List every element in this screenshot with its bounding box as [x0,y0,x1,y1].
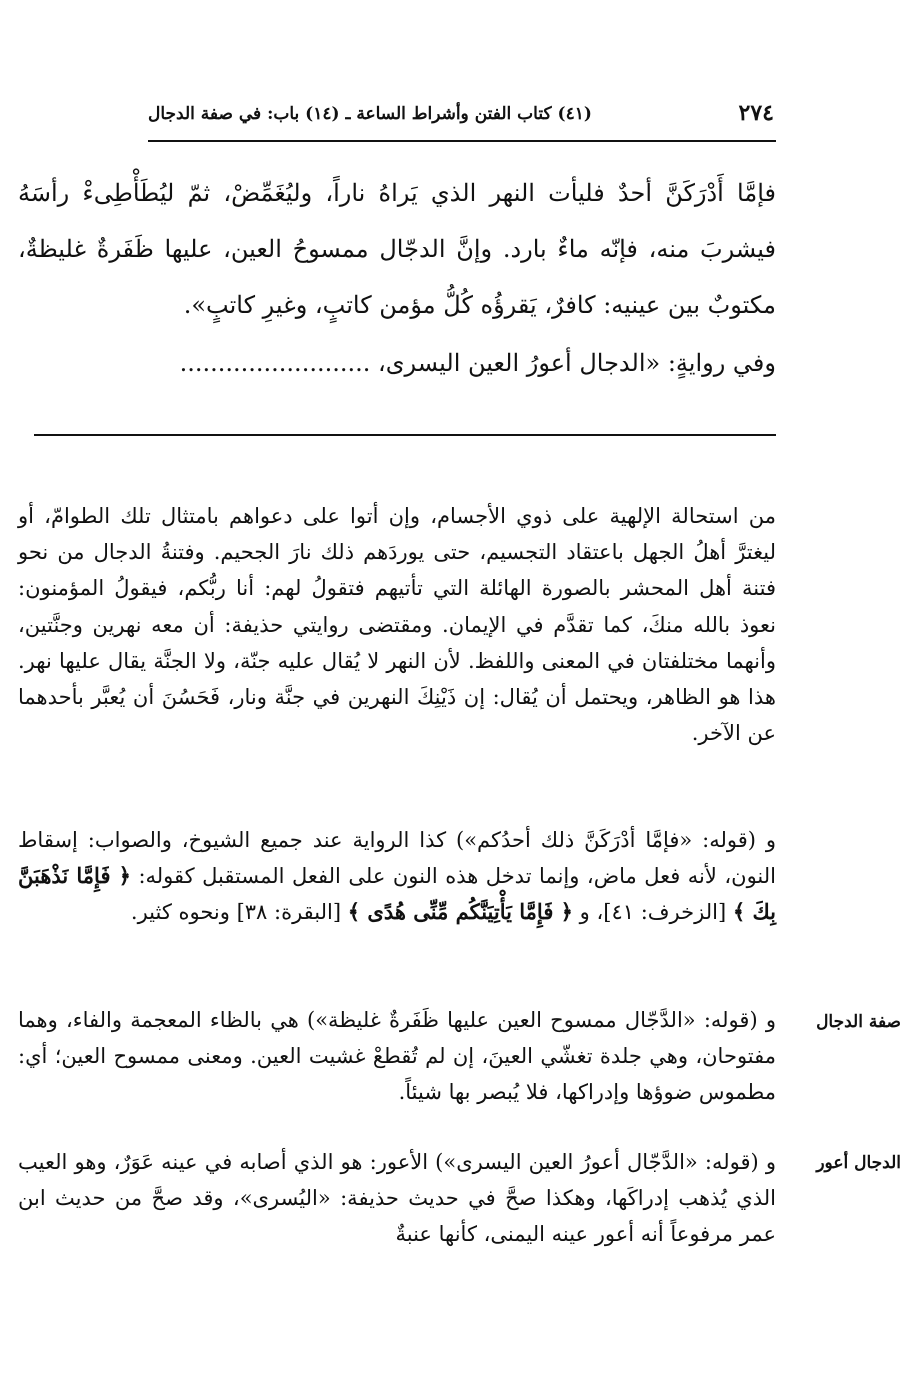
commentary-paragraph-2-text: و (قوله: «فإمَّا أدْرَكَنَّ ذلك أحدُكم») كذا الرواية عند جميع الشيوخ، والصواب: إسقاط النون، لأنه فعل ماض، وإنما تدخل هذه النون على الفعل المستقبل كقوله: [18,828,777,889]
quran-reference-2: [البقرة: ٣٨] ونحوه كثير. [130,900,342,925]
running-header [148,100,776,140]
section-divider [34,434,776,436]
commentary-paragraph-3: و (قوله: «الدَّجّال ممسوح العين عليها ظَفَرةٌ غليظة») هي بالظاء المعجمة والفاء، وهما مفتوحان، وهي جلدة تغشّي العينَ، إن لم تُقطعْ غشيت العين. ومعنى ممسوح العين؛ أي: مطموس ضوؤها وإدراكها، فلا يُبصر بها شيئاً. [18,1008,776,1105]
commentary-paragraph-2 [18,822,776,931]
quran-quote-2: ﴿ فَإِمَّا يَأْتِيَنَّكُم مِّنِّى هُدًى ﴾ [347,899,573,925]
page-number: ٢٧٤ [738,100,774,126]
margin-note-dajjal-description: صفة الدجال [816,1012,901,1032]
hadith-variant-text: وفي روايةٍ: «الدجال أعورُ العين اليسرى، [378,349,776,377]
hadith-text [18,165,776,333]
running-header-title: (٤١) كتاب الفتن وأشراط الساعة ـ (١٤) باب: في صفة الدجال [148,104,592,124]
header-rule [148,140,776,142]
commentary-paragraph-1: من استحالة الإلهية على ذوي الأجسام، وإن أتوا على دعواهم بامتثال تلك الطوامّ، أو ليغترَّ أهلُ الجهل باعتقاد التجسيم، حتى يوردَهم ذلك نارَ الجحيم. وفتنةُ الدجال من نحو فتنة أهل المحشر بالصورة الهائلة التي تأتيهم فتقولُ لهم: أنا ربُّكم، فيقولُ المؤمنون: نعوذ بالله منكَ، كما تقدَّم في الإيمان. ومقتضى روايتي حذيفة: أن معه نهرين وجنَّتين، وأنهما مختلفتان في المعنى واللفظ. لأن النهر لا يُقال عليه جنّة، ولا الجنَّة يقال عليها نهر. هذا هو الظاهر، ويحتمل أن يُقال: إن ذَيْنِكَ النهرين في جنَّة ونار، فَحَسُنَ أن يُعبَّر بأحدهما عن الآخر. [18,504,776,746]
hadith-body: فإمَّا أَدْرَكَنَّ أحدٌ فليأت النهر الذي يَراهُ ناراً، وليُغَمِّضْ، ثمّ ليُطَأْطِىءْ رأسَهُ فيشربَ منه، فإنّه ماءٌ بارد. وإنَّ الدجّال ممسوحُ العين، عليها ظَفَرةٌ غليظةٌ، مكتوبٌ بين عينيه: كافرٌ، يَقرؤُه كُلُّ مؤمن كاتبٍ، وغيرِ كاتبٍ». [18,179,776,319]
hadith-variant [36,335,776,391]
elision-dots: ......................... [179,349,371,377]
quran-reference-1: [الزخرف: ٤١]، و [579,900,727,925]
commentary-paragraph-4: و (قوله: «الدَّجّال أعورُ العين اليسرى») الأعور: هو الذي أصابه في عينه عَوَرٌ، وهو العيب الذي يُذهب إدراكَها، وهكذا صحَّ في حديث حذيفة: «اليُسرى»، وقد صحَّ من حديث ابن عمر مرفوعاً أنه أعور عينه اليمنى، كأنها عنبةٌ [18,1150,776,1247]
margin-note-dajjal-one-eyed: الدجال أعور [816,1153,901,1173]
quran-quote-1: ﴿ فَإِمَّا نَذْهَبَنَّ بِكَ ﴾ [18,863,776,925]
